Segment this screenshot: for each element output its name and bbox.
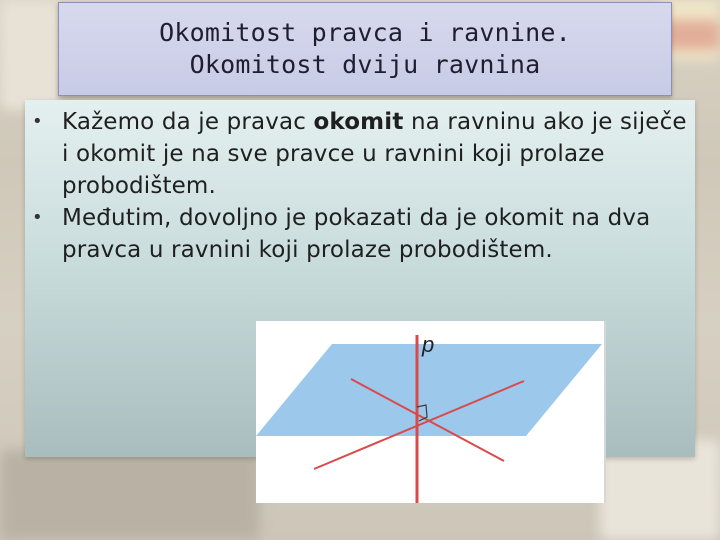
line-label-p: p (422, 332, 435, 357)
slide-title-line-1: Okomitost pravca i ravnine. (159, 18, 571, 47)
plane-shape (256, 344, 602, 436)
bullet-list (25, 106, 695, 266)
slide-title-line-2: Okomitost dviju ravnina (189, 50, 541, 79)
bullet-icon: • (32, 207, 43, 228)
perpendicular-line-plane-figure (256, 321, 606, 503)
bullet-icon: • (32, 111, 43, 132)
bullet-1-text-end: na ravninu ako je siječe i okomit je na sve pravce u ravnini koji prolaze probodištem. (62, 109, 687, 199)
background-blur (0, 450, 260, 540)
bullet-1-bold-term: okomit (313, 109, 404, 135)
bullet-item-1 (25, 106, 695, 202)
background-blur (0, 0, 60, 110)
bullet-2-text: Međutim, dovoljno je pokazati da je okomit na dva pravca u ravnini koji prolaze probodištem. (62, 205, 651, 263)
bullet-item-2 (25, 202, 695, 266)
figure-svg (256, 321, 602, 503)
bullet-1-text-start: Kažemo da je pravac (62, 109, 314, 135)
slide-title-box (58, 2, 672, 96)
